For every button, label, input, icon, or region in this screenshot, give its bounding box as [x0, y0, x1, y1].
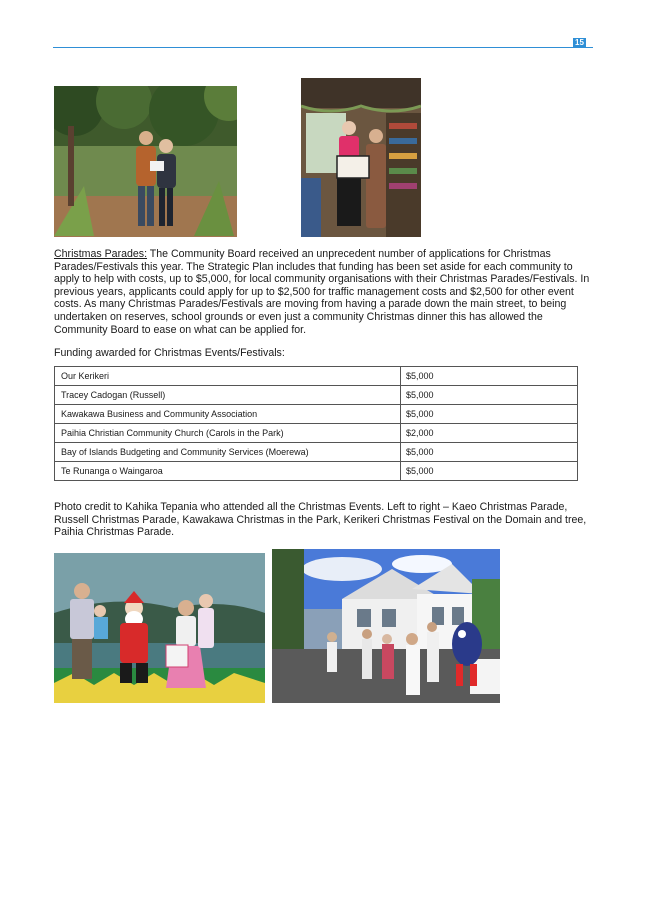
page-number: 15	[575, 38, 584, 47]
funding-amount: $5,000	[401, 405, 578, 424]
funding-heading: Funding awarded for Christmas Events/Festivals:	[54, 347, 285, 359]
table-row	[55, 386, 578, 405]
funding-amount: $2,000	[401, 424, 578, 443]
funding-amount: $5,000	[401, 462, 578, 481]
funding-recipient: Kawakawa Business and Community Association	[55, 405, 401, 424]
header-rule	[53, 47, 593, 48]
photo-certificate-presentation	[301, 78, 421, 237]
funding-recipient: Te Runanga o Waingaroa	[55, 462, 401, 481]
photo-couple-forest	[54, 86, 237, 237]
funding-amount: $5,000	[401, 443, 578, 462]
funding-recipient: Our Kerikeri	[55, 367, 401, 386]
table-row	[55, 462, 578, 481]
photo-credit-paragraph: Photo credit to Kahika Tepania who attended all the Christmas Events. Left to right – Kaeo Christmas Parade, Russell Christmas Parade, Kawakawa Christmas in the Park, Kerikeri Christmas Festival on the Domain and tree, Paihia Christmas Parade.	[54, 501, 587, 539]
funding-recipient: Paihia Christian Community Church (Carols in the Park)	[55, 424, 401, 443]
christmas-parades-paragraph	[54, 248, 592, 336]
table-row	[55, 443, 578, 462]
christmas-parades-body: The Community Board received an unprecedent number of applications for Christmas Parades/Festivals this year. The Strategic Plan includes that funding has been set aside for each community to apply to help with costs, up to $5,000, for local community organisations with their Christmas Parades/Festivals. In previous years, applicants could apply for up to $2,500 for traffic management costs and $2,500 for other event costs. As many Christmas Parades/Festivals are moving from having a parade down the main street, to being undertaken on reserves, school grounds or even just a community Christmas dinner this has allowed the Community Board to ease on what can be applied for.	[54, 248, 590, 336]
christmas-parades-heading: Christmas Parades:	[54, 248, 148, 260]
funding-recipient: Bay of Islands Budgeting and Community Services (Moerewa)	[55, 443, 401, 462]
funding-recipient: Tracey Cadogan (Russell)	[55, 386, 401, 405]
table-row	[55, 367, 578, 386]
photo-santa	[54, 553, 265, 703]
table-row	[55, 424, 578, 443]
funding-amount: $5,000	[401, 386, 578, 405]
photo-street-parade	[272, 549, 500, 703]
funding-table	[54, 366, 578, 481]
table-row	[55, 405, 578, 424]
funding-amount: $5,000	[401, 367, 578, 386]
